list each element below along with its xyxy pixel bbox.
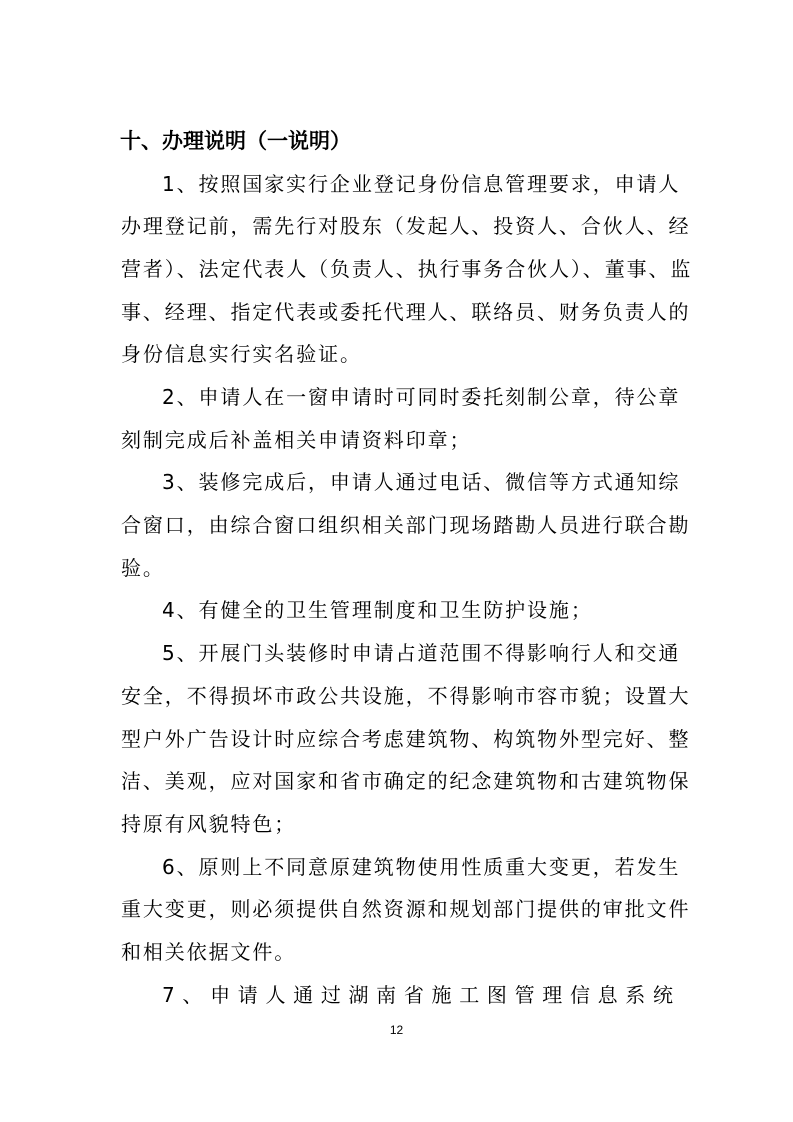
paragraph-6-line-3: 和相关依据文件。: [121, 940, 297, 964]
paragraph-1-line-4: 事、经理、指定代表或委托代理人、联络员、财务负责人的: [121, 300, 691, 324]
paragraph-2-line-2: 刻制完成后补盖相关申请资料印章；: [121, 428, 472, 452]
paragraph-3-line-3: 验。: [121, 556, 165, 580]
paragraph-1-line-2: 办理登记前，需先行对股东（发起人、投资人、合伙人、经: [121, 214, 691, 238]
paragraph-5-line-3: 型户外广告设计时应综合考虑建筑物、构筑物外型完好、整: [121, 727, 691, 751]
paragraph-3-line-1: 3、装修完成后，申请人通过电话、微信等方式通知综: [162, 470, 681, 494]
paragraph-5-line-4: 洁、美观，应对国家和省市确定的纪念建筑物和古建筑物保: [121, 769, 691, 793]
paragraph-4-line-1: 4、有健全的卫生管理制度和卫生防护设施；: [162, 598, 593, 622]
paragraph-6-line-1: 6、原则上不同意原建筑物使用性质重大变更，若发生: [162, 855, 681, 879]
paragraph-3-line-2: 合窗口，由综合窗口组织相关部门现场踏勘人员进行联合勘: [121, 513, 691, 537]
paragraph-7-line-1: 7、申请人通过湖南省施工图管理信息系统: [162, 983, 673, 1007]
paragraph-6-line-2: 重大变更，则必须提供自然资源和规划部门提供的审批文件: [121, 897, 691, 921]
paragraph-2-line-1: 2、申请人在一窗申请时可同时委托刻制公章，待公章: [162, 385, 681, 409]
paragraph-1-line-3: 营者）、法定代表人（负责人、执行事务合伙人）、董事、监: [121, 257, 693, 281]
paragraph-5-line-2: 安全，不得损坏市政公共设施，不得影响市容市貌；设置大: [121, 684, 691, 708]
paragraph-1-line-1: 1、按照国家实行企业登记身份信息管理要求，申请人: [162, 172, 681, 196]
page-number: 12: [389, 1023, 404, 1037]
paragraph-1-line-5: 身份信息实行实名验证。: [121, 342, 362, 366]
paragraph-5-line-5: 持原有风貌特色；: [121, 812, 297, 836]
paragraph-5-line-1: 5、开展门头装修时申请占道范围不得影响行人和交通: [162, 641, 681, 665]
section-heading: 十、办理说明（一说明）: [120, 129, 351, 153]
